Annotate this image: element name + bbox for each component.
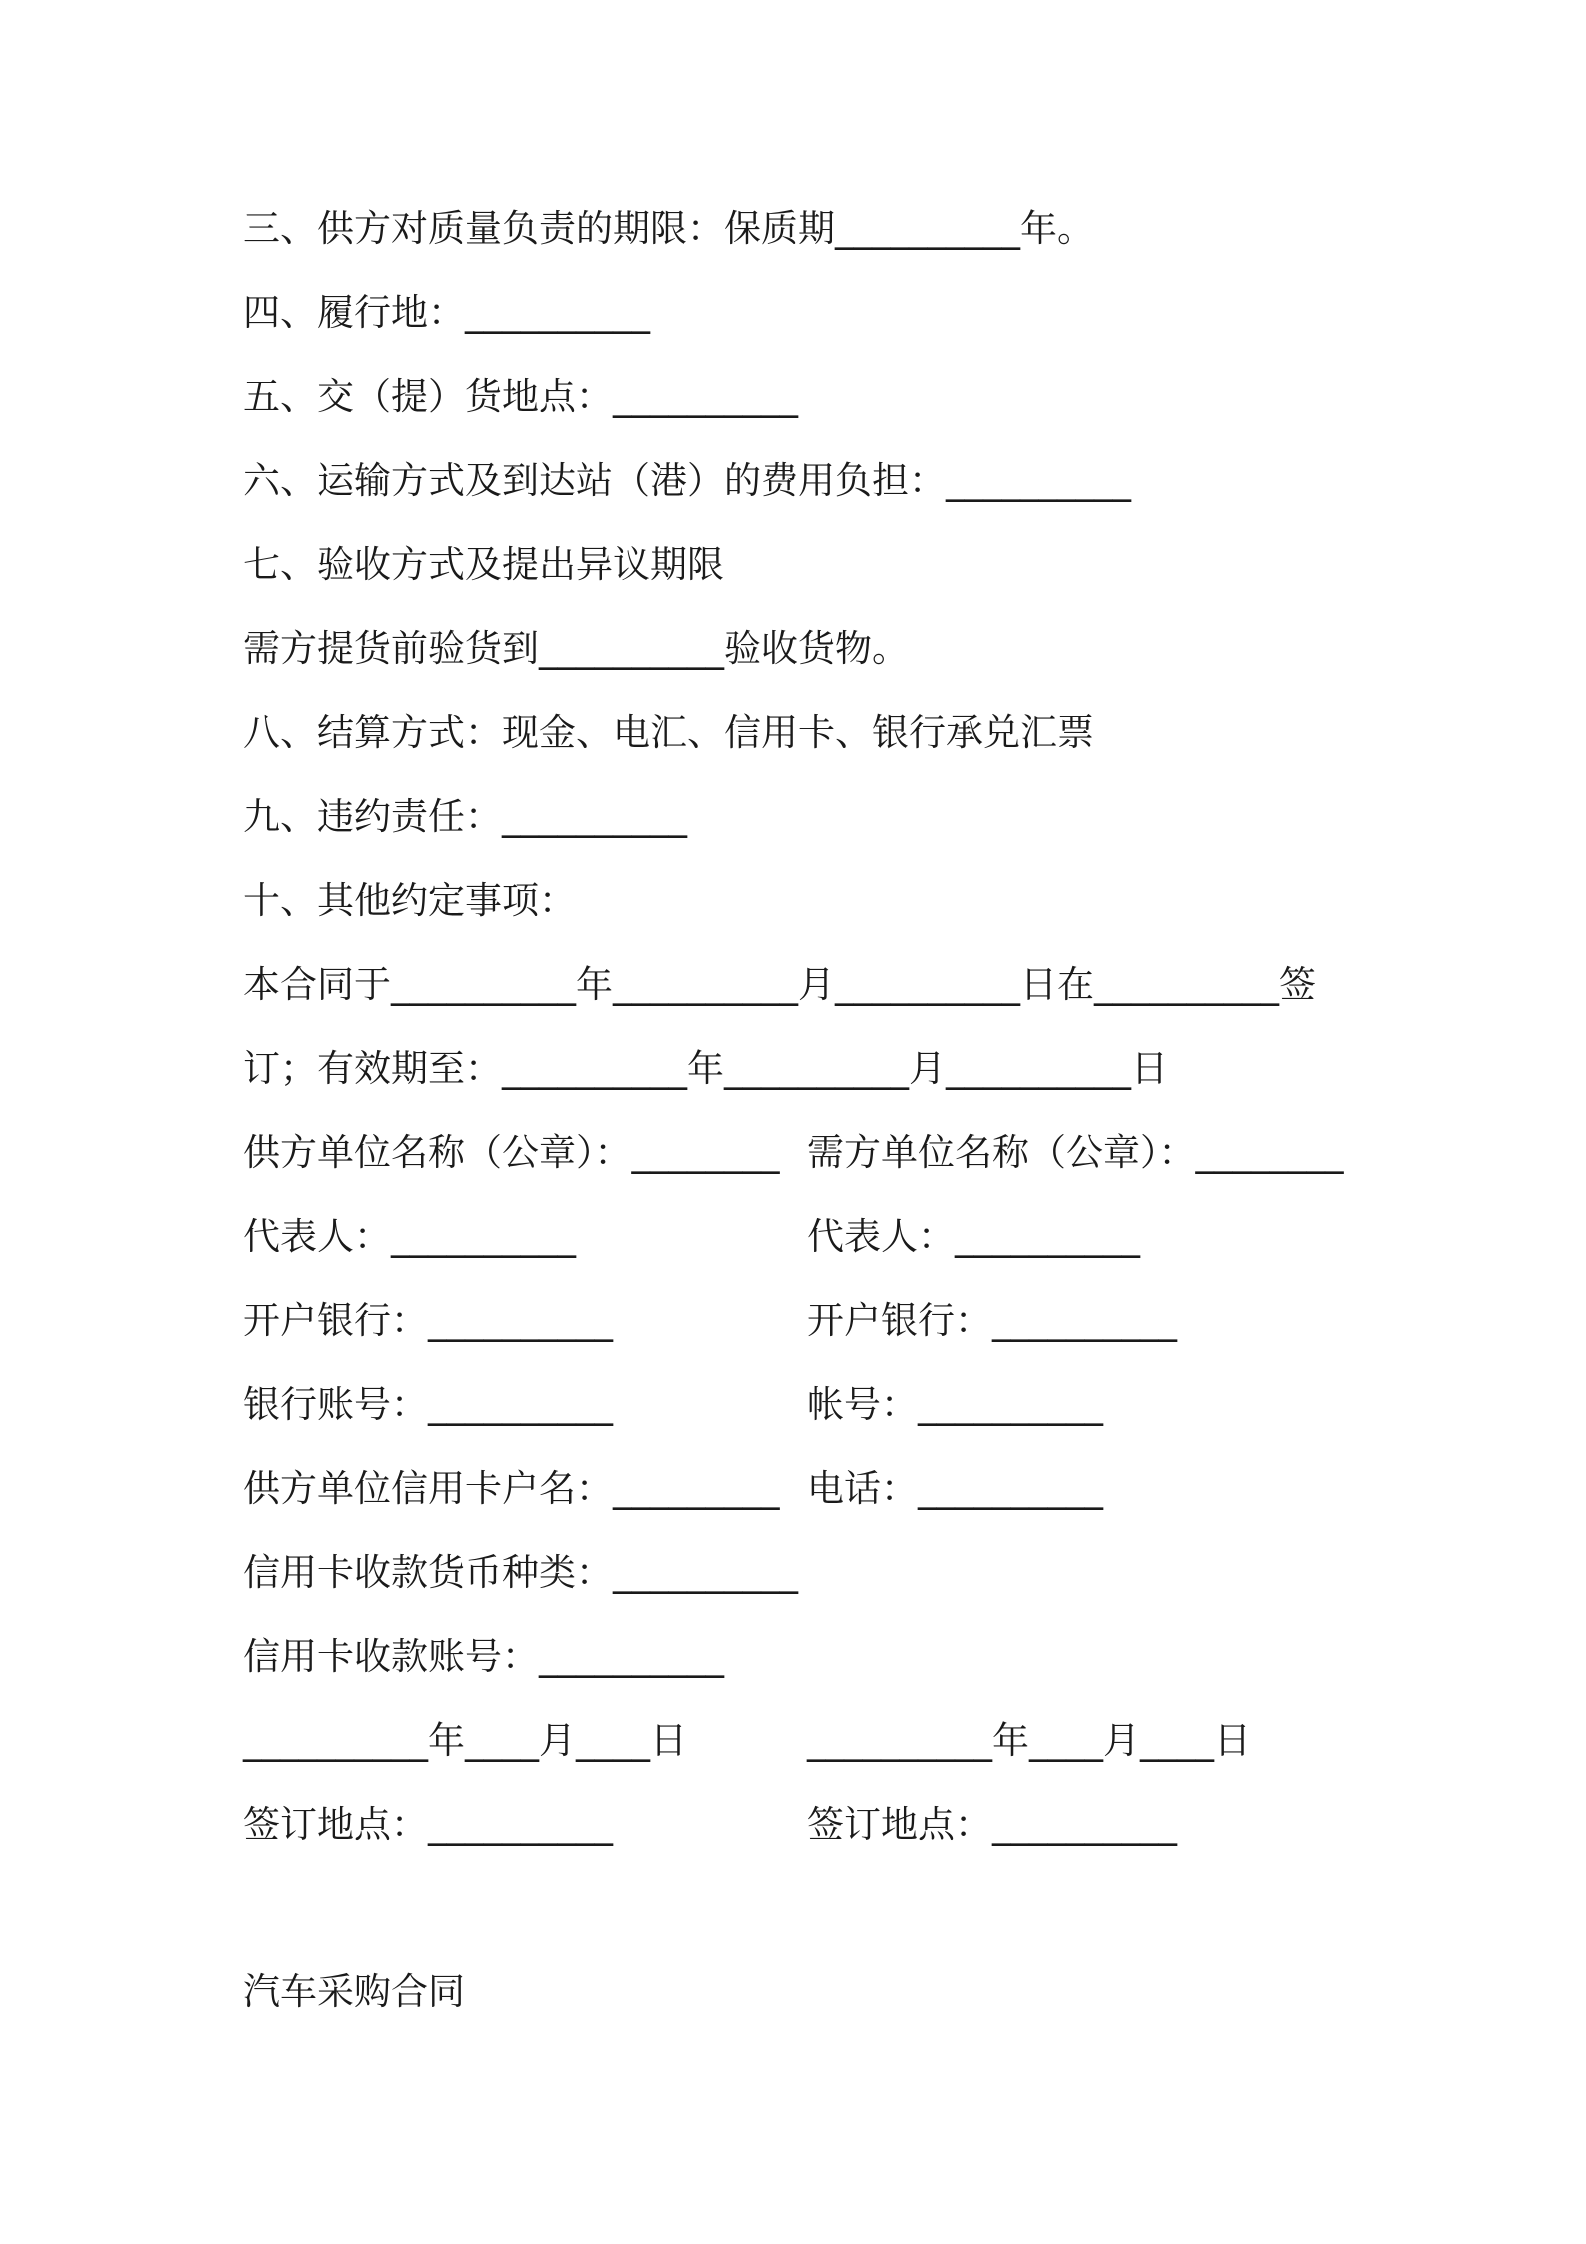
buyer-bank-field: 开户银行：__________: [807, 1299, 1177, 1342]
supplier-representative-field: 代表人：__________: [243, 1215, 576, 1258]
next-document-title: 汽车采购合同: [243, 1970, 465, 2013]
buyer-phone-field: 电话：__________: [807, 1467, 1103, 1510]
buyer-representative-field: 代表人：__________: [807, 1215, 1140, 1258]
clause-8-settlement: 八、结算方式：现金、电汇、信用卡、银行承兑汇票: [243, 711, 1094, 754]
clause-5-delivery-location: 五、交（提）货地点：__________: [243, 375, 798, 418]
signing-date-line: 本合同于__________年__________月__________日在__________签: [243, 963, 1316, 1006]
supplier-bank-field: 开户银行：__________: [243, 1299, 613, 1342]
supplier-name-field: 供方单位名称（公章）：________: [243, 1131, 780, 1174]
supplier-account-field: 银行账号：__________: [243, 1383, 613, 1426]
buyer-signing-place-field: 签订地点：__________: [807, 1803, 1177, 1846]
buyer-name-field: 需方单位名称（公章）：________: [807, 1131, 1344, 1174]
buyer-date-field: __________年____月____日: [807, 1719, 1251, 1762]
clause-7-acceptance-heading: 七、验收方式及提出异议期限: [243, 543, 724, 586]
clause-9-liability: 九、违约责任：__________: [243, 795, 687, 838]
clause-3-quality-period: 三、供方对质量负责的期限：保质期__________年。: [243, 207, 1094, 250]
clause-7-acceptance-detail: 需方提货前验货到__________验收货物。: [243, 627, 909, 670]
buyer-account-field: 帐号：__________: [807, 1383, 1103, 1426]
card-currency-field: 信用卡收款货币种类：__________: [243, 1551, 798, 1594]
supplier-card-holder-field: 供方单位信用卡户名：_________: [243, 1467, 780, 1510]
clause-6-transport-cost: 六、运输方式及到达站（港）的费用负担：__________: [243, 459, 1131, 502]
supplier-signing-place-field: 签订地点：__________: [243, 1803, 613, 1846]
supplier-date-field: __________年____月____日: [243, 1719, 687, 1762]
card-account-field: 信用卡收款账号：__________: [243, 1635, 724, 1678]
clause-10-other-matters: 十、其他约定事项：: [243, 879, 576, 922]
clause-4-place-of-performance: 四、履行地：__________: [243, 291, 650, 334]
validity-line: 订；有效期至：__________年__________月__________日: [243, 1047, 1168, 1090]
